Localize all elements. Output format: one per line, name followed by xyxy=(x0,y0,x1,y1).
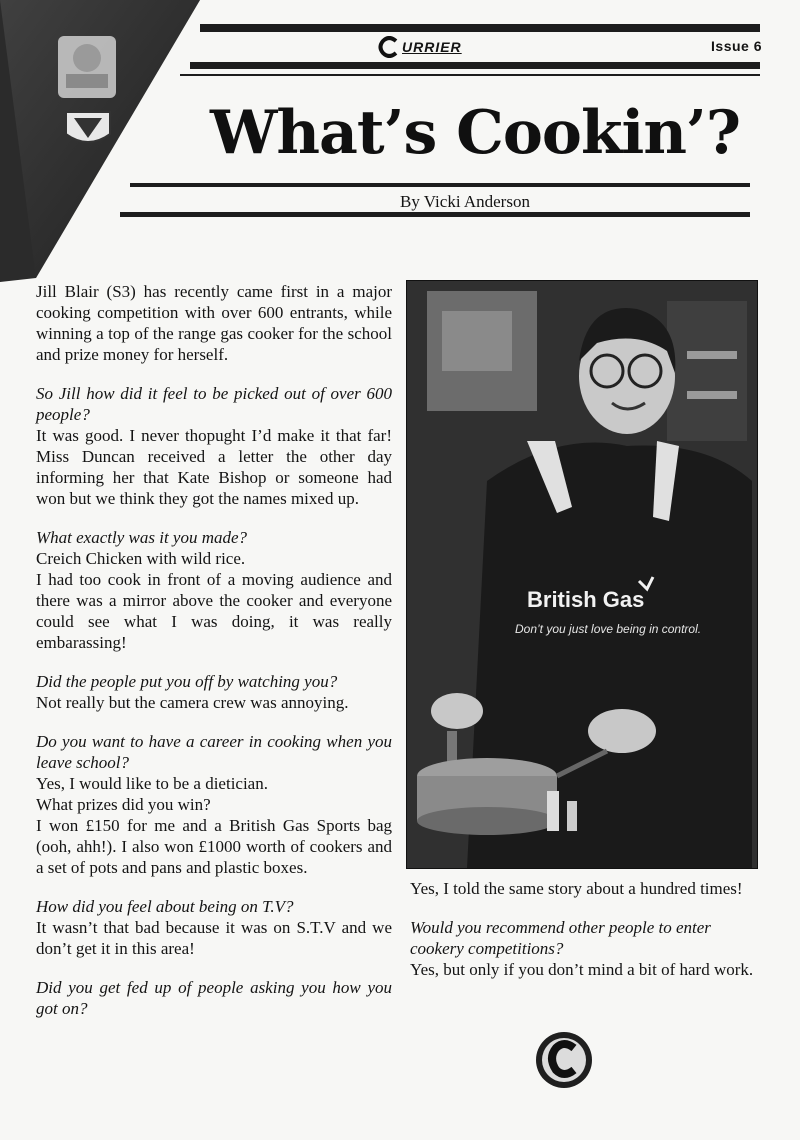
paragraph: I had too cook in front of a moving audience and there was a mirror above the cooker and everyone could see what I was doing, it was really embarassing! xyxy=(36,570,392,652)
photo-illustration xyxy=(407,281,757,868)
paragraph: What prizes did you win? xyxy=(36,795,211,814)
left-column xyxy=(36,281,392,1019)
paragraph: Yes, I told the same story about a hundred times! xyxy=(410,879,743,898)
currier-c-logo-icon xyxy=(534,1030,594,1090)
interview-question: Did you get fed up of people asking you how you got on? xyxy=(36,978,392,1018)
header-rule-top xyxy=(200,24,760,32)
currier-logo-icon xyxy=(378,36,400,58)
interview-question: So Jill how did it feel to be picked out of over 600 people? xyxy=(36,384,392,424)
interview-question: What exactly was it you made? xyxy=(36,528,248,547)
paragraph: Yes, but only if you don’t mind a bit of hard work. xyxy=(410,960,754,979)
right-column xyxy=(410,878,760,998)
issue-number: Issue 6 xyxy=(711,38,762,54)
header-corner-triangle xyxy=(0,0,200,290)
photo-jill-cooking xyxy=(406,280,758,869)
paragraph: Jill Blair (S3) has recently came first in a major cooking competition with over 600 entrants, while winning a top of the range gas cooker for the school and prize money for herself. xyxy=(36,282,392,364)
paragraph: It was good. I never thopught I’d make it that far! Miss Duncan received a letter the other day informing her that Kate Bishop or someone had won but we think they got the names mixed up. xyxy=(36,426,392,508)
interview-question: How did you feel about being on T.V? xyxy=(36,897,294,916)
title-rule-top xyxy=(130,183,750,187)
header-rule-thin xyxy=(180,74,760,76)
paragraph: It wasn’t that bad because it was on S.T.V and we don’t get it in this area! xyxy=(36,918,392,958)
title-rule-bottom xyxy=(120,212,750,217)
apron-brand-text: British Gas xyxy=(527,587,645,612)
paragraph: Not really but the camera crew was annoying. xyxy=(36,693,349,712)
interview-question: Would you recommend other people to enter cookery competitions? xyxy=(410,918,711,958)
article-title: What’s Cookin’? xyxy=(210,98,740,168)
interview-question: Did the people put you off by watching you? xyxy=(36,672,338,691)
paragraph: Creich Chicken with wild rice. xyxy=(36,549,246,568)
apron-slogan-text: Don’t you just love being in control. xyxy=(515,622,702,636)
masthead xyxy=(378,33,462,61)
header-rule-masthead xyxy=(190,62,760,69)
masthead-name: URRIER xyxy=(402,39,462,55)
paragraph: Yes, I would like to be a dietician. xyxy=(36,774,268,793)
interview-question: Do you want to have a career in cooking when you leave school? xyxy=(36,732,392,772)
school-crest-icon xyxy=(58,36,116,142)
article-byline: By Vicki Anderson xyxy=(400,192,530,211)
paragraph: I won £150 for me and a British Gas Sports bag (ooh, ahh!). I also won £1000 worth of cookers and a set of pots and pans and plastic boxes. xyxy=(36,816,392,877)
